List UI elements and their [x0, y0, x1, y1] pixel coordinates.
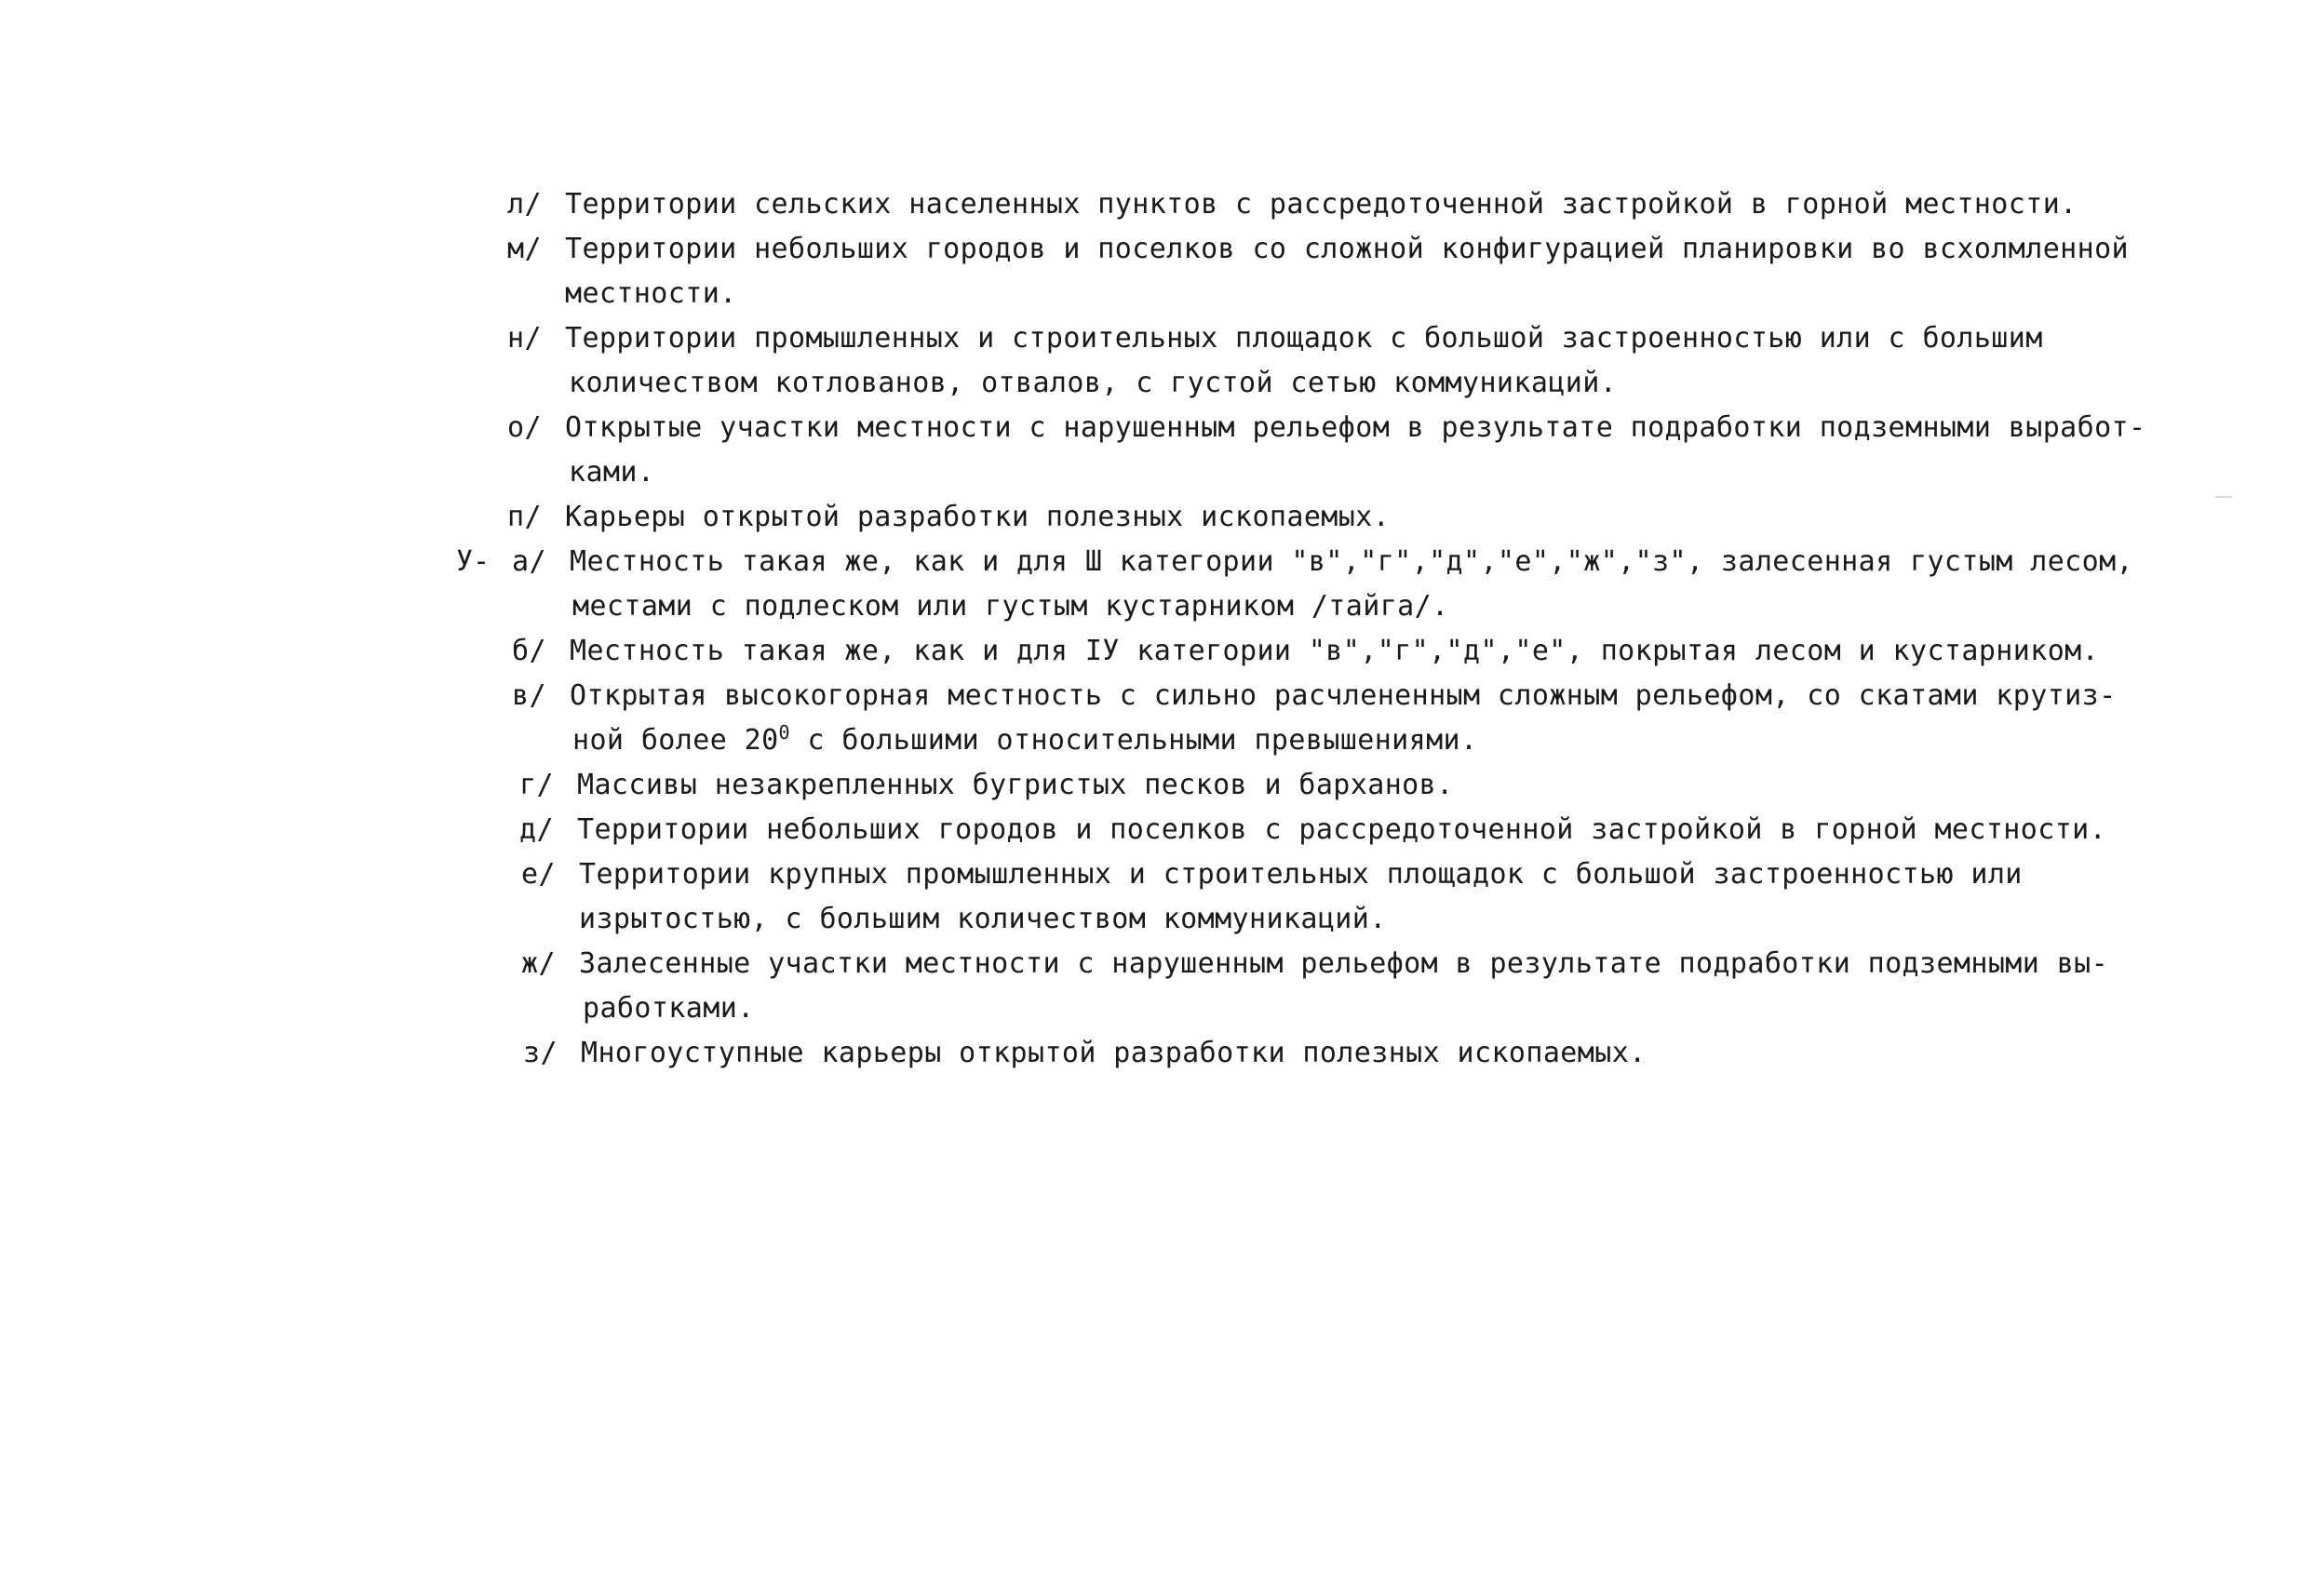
item-text: Местность такая же, как и для IУ категории "в","г","д","е", покрытая лесом и кустарником.	[570, 635, 2100, 667]
list-item	[521, 852, 2023, 897]
category-label: У-	[456, 545, 491, 578]
item-marker: м/	[507, 233, 542, 265]
item-text-continuation: ками.	[569, 456, 655, 489]
item-marker: н/	[507, 322, 542, 355]
item-text-continuation: количеством котлованов, отвалов, с густой сетью коммуникаций.	[569, 367, 1618, 399]
item-text: Многоуступные карьеры открытой разработки полезных ископаемых.	[581, 1037, 1647, 1069]
margin-mark	[2215, 496, 2232, 498]
list-item	[507, 227, 2129, 272]
item-marker: д/	[519, 813, 554, 846]
list-item	[512, 629, 2099, 674]
item-text: Территории сельских населенных пунктов с рассредоточенной застройкой в горной местности.	[565, 188, 2078, 221]
item-marker: з/	[523, 1037, 558, 1069]
list-item	[507, 182, 2078, 227]
item-text-continuation: изрытостью, с большим количеством коммуникаций.	[579, 903, 1387, 935]
item-marker: в/	[512, 679, 546, 712]
list-item	[523, 1031, 1647, 1076]
item-text-continuation	[572, 718, 1477, 763]
item-text: Открытые участки местности с нарушенным рельефом в результате подработки подземными выработ-	[565, 411, 2146, 444]
item-text: Территории крупных промышленных и строительных площадок с большой застроенностью или	[579, 858, 2023, 891]
item-text: Открытая высокогорная местность с сильно расчлененным сложным рельефом, со скатами крутиз-	[570, 679, 2117, 712]
item-marker: б/	[512, 635, 546, 667]
item-text: Залесенные участки местности с нарушенным рельефом в результате подработки подземными вы-	[579, 947, 2109, 980]
list-item	[507, 316, 2043, 361]
item-text: Карьеры открытой разработки полезных ископаемых.	[565, 501, 1391, 533]
item-text-continuation: местами с подлеском или густым кустарником /тайга/.	[572, 590, 1449, 623]
item-marker: е/	[521, 858, 556, 891]
item-text: Территории промышленных и строительных площадок с большой застроенностью или с большим	[565, 322, 2043, 355]
item-marker: о/	[507, 411, 542, 444]
degree-superscript: 0	[778, 721, 790, 744]
item-text-part: с большими относительными превышениями.	[807, 724, 1478, 757]
list-item	[507, 406, 2145, 450]
item-marker: а/	[512, 545, 546, 578]
list-item	[521, 942, 2108, 986]
item-text: Территории небольших городов и поселков со сложной конфигурацией планировки во всхолмленной	[565, 233, 2129, 265]
item-marker: п/	[507, 501, 542, 533]
list-item	[512, 674, 2117, 718]
item-marker: ж/	[521, 947, 556, 980]
item-text: Местность такая же, как и для Ш категории "в","г","д","е","ж","з", залесенная густым лесом,	[570, 545, 2133, 578]
item-text-continuation: работками.	[583, 992, 755, 1025]
item-marker: л/	[507, 188, 542, 221]
list-item	[519, 808, 2106, 852]
item-text: Территории небольших городов и поселков с рассредоточенной застройкой в горной местности.	[577, 813, 2107, 846]
item-text-continuation: местности.	[565, 277, 737, 310]
item-text: Массивы незакрепленных бугристых песков и барханов.	[577, 769, 1454, 801]
item-text-part: ной более 20	[572, 724, 779, 757]
item-marker: г/	[519, 769, 554, 801]
list-item	[512, 540, 2133, 584]
list-item	[507, 495, 1390, 540]
list-item	[519, 763, 1454, 808]
